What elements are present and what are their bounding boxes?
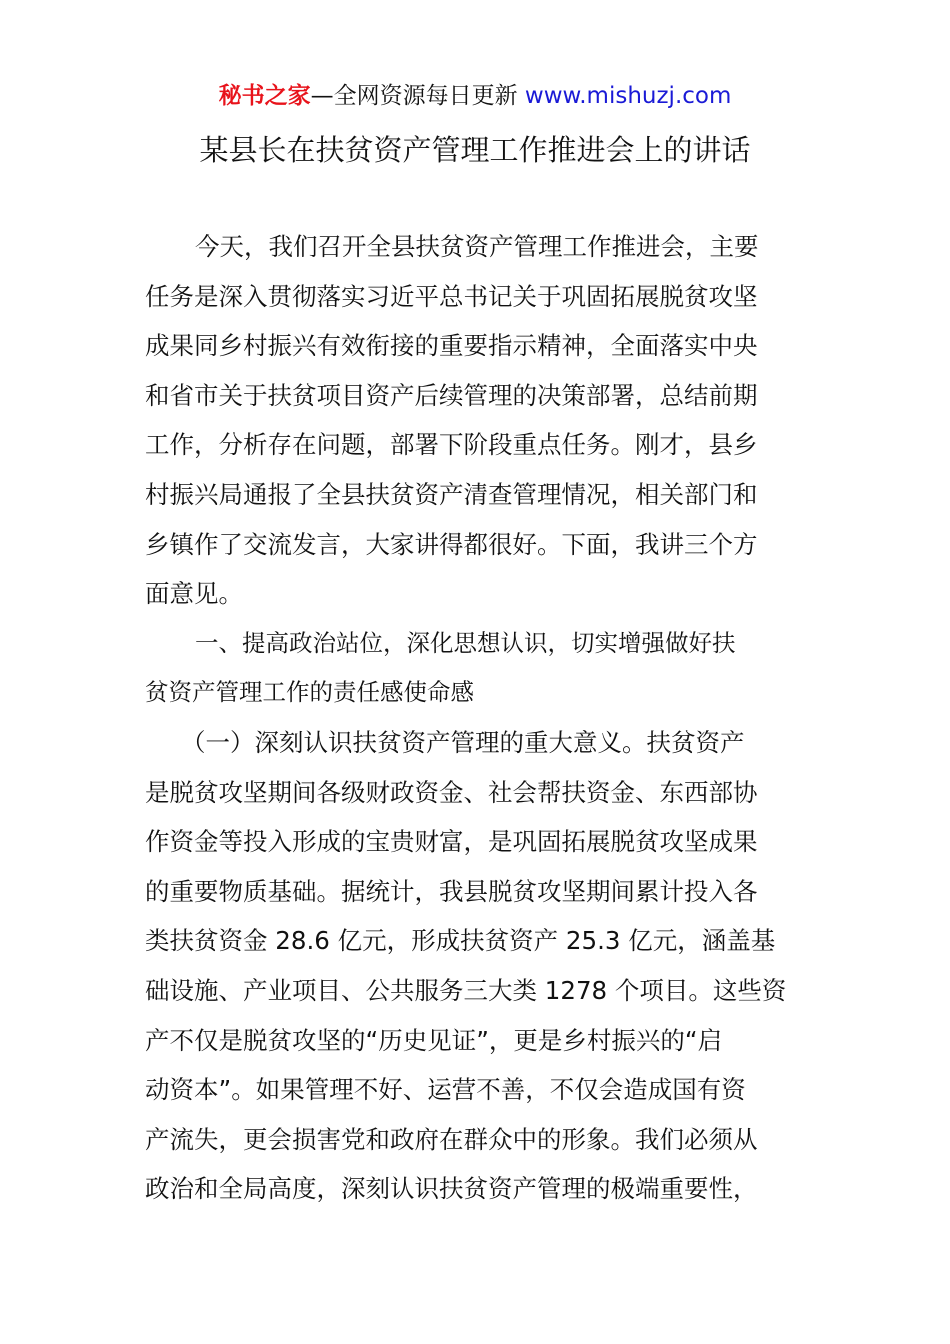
text-line: 工作，分析存在问题，部署下阶段重点任务。刚才，县乡 bbox=[145, 430, 758, 460]
text-line: 产不仅是脱贫攻坚的“历史见证”，更是乡村振兴的“启 bbox=[145, 1025, 723, 1055]
document-body bbox=[145, 222, 811, 1214]
site-tagline: —全网资源每日更新 bbox=[310, 83, 525, 109]
document-title: 某县长在扶贫资产管理工作推进会上的讲话 bbox=[199, 133, 751, 167]
site-brand: 秘书之家 bbox=[218, 83, 311, 109]
text-line: 作资金等投入形成的宝贵财富，是巩固拓展脱贫攻坚成果 bbox=[145, 827, 758, 857]
text-line: 的重要物质基础。据统计，我县脱贫攻坚期间累计投入各 bbox=[145, 876, 758, 906]
text-line: 面意见。 bbox=[145, 579, 243, 609]
text-line: 动资本”。如果管理不好、运营不善，不仅会造成国有资 bbox=[145, 1075, 746, 1105]
text-line: 乡镇作了交流发言，大家讲得都很好。下面，我讲三个方 bbox=[145, 529, 758, 559]
text-line: 础设施、产业项目、公共服务三大类 1278 个项目。这些资 bbox=[145, 975, 787, 1005]
text-line: 和省市关于扶贫项目资产后续管理的决策部署，总结前期 bbox=[145, 380, 758, 410]
text-line: 今天，我们召开全县扶贫资产管理工作推进会，主要 bbox=[195, 232, 759, 261]
text-line: 类扶贫资金 28.6 亿元，形成扶贫资产 25.3 亿元，涵盖基 bbox=[145, 926, 776, 956]
paragraph-intro bbox=[145, 222, 811, 619]
heading-line: 一、提高政治站位，深化思想认识，切实增强做好扶 bbox=[195, 628, 736, 657]
text-line: 政治和全局高度，深刻认识扶贫资产管理的极端重要性， bbox=[145, 1174, 758, 1204]
heading-line: 贫资产管理工作的责任感使命感 bbox=[145, 678, 474, 707]
site-header bbox=[0, 80, 950, 112]
text-line: 任务是深入贯彻落实习近平总书记关于巩固拓展脱贫攻坚 bbox=[145, 281, 758, 311]
text-line: 是脱贫攻坚期间各级财政资金、社会帮扶资金、东西部协 bbox=[145, 777, 758, 807]
paragraph-significance bbox=[145, 718, 811, 1214]
text-line: 村振兴局通报了全县扶贫资产清查管理情况，相关部门和 bbox=[145, 479, 758, 509]
section-heading-1 bbox=[145, 619, 811, 718]
text-line: （一）深刻认识扶贫资产管理的重大意义。扶贫资产 bbox=[181, 727, 745, 757]
text-line: 产流失，更会损害党和政府在群众中的形象。我们必须从 bbox=[145, 1124, 758, 1154]
site-url-link[interactable]: www.mishuzj.com bbox=[524, 83, 732, 109]
text-line: 成果同乡村振兴有效衔接的重要指示精神，全面落实中央 bbox=[145, 331, 758, 361]
